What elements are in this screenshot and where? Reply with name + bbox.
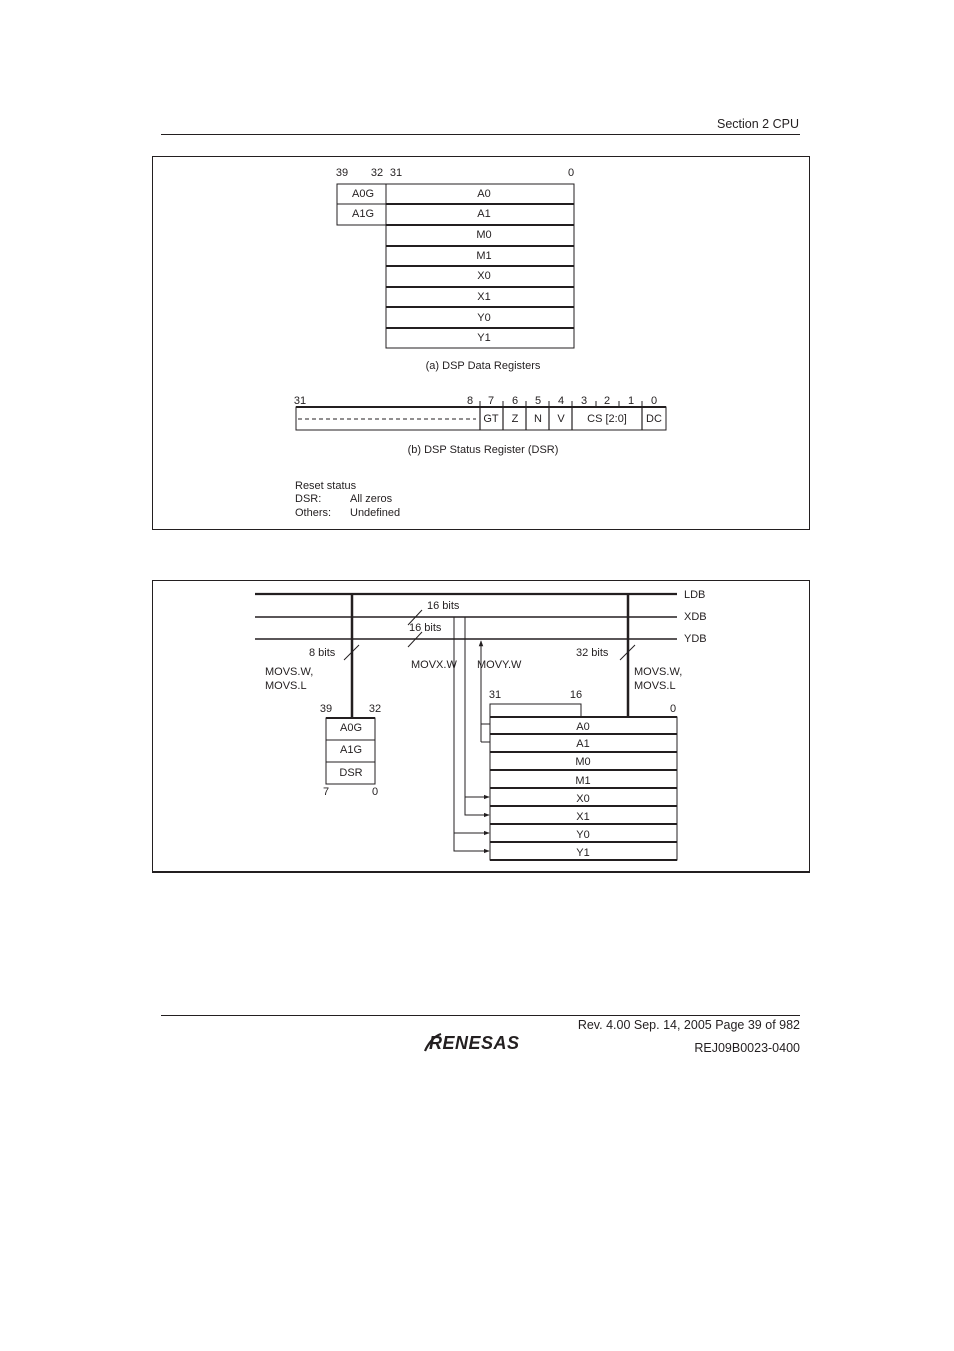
dsr-field-cs: CS [2:0] [587, 413, 627, 425]
caption-a: (a) DSP Data Registers [425, 360, 541, 372]
dsr-bit-6: 6 [511, 395, 519, 407]
reset-others-label: Others: [295, 507, 332, 519]
right-reg-a1: A1 [576, 738, 590, 750]
left-bit-39: 39 [319, 703, 333, 715]
reg-m1: M1 [476, 250, 492, 262]
dsr-bit-8: 8 [466, 395, 474, 407]
right-bit-31: 31 [488, 689, 502, 701]
reg-y1: Y1 [477, 332, 491, 344]
svg-text:RENESAS: RENESAS [429, 1033, 520, 1053]
dsr-field-gt: GT [483, 413, 499, 425]
right-reg-a0: A0 [576, 721, 590, 733]
width-32-bits: 32 bits [576, 647, 609, 659]
left-op-2: MOVS.L [265, 680, 307, 692]
right-reg-y0: Y0 [576, 829, 590, 841]
dsr-field-v: V [557, 413, 565, 425]
renesas-logo [422, 1030, 542, 1054]
right-reg-m0: M0 [575, 756, 591, 768]
dsr-bit-3: 3 [580, 395, 588, 407]
right-reg-m1: M1 [575, 775, 591, 787]
caption-b: (b) DSP Status Register (DSR) [407, 444, 559, 456]
left-reg-dsr: DSR [339, 767, 363, 779]
right-reg-y1: Y1 [576, 847, 590, 859]
reg-x0: X0 [477, 270, 491, 282]
reset-others-value: Undefined [350, 507, 401, 519]
left-bit-0: 0 [371, 786, 379, 798]
section-header: Section 2 CPU [717, 117, 799, 131]
right-reg-x1: X1 [576, 811, 590, 823]
dsr-bit-31: 31 [293, 395, 307, 407]
right-bit-0: 0 [669, 703, 677, 715]
bus-xdb-label: XDB [684, 611, 707, 623]
dsr-bit-1: 1 [627, 395, 635, 407]
dsr-bit-4: 4 [557, 395, 565, 407]
left-reg-a1g: A1G [339, 744, 363, 756]
left-bit-7: 7 [322, 786, 330, 798]
reg-y0: Y0 [477, 312, 491, 324]
right-bit-16: 16 [569, 689, 583, 701]
footer-revision: Rev. 4.00 Sep. 14, 2005 Page 39 of 982 [577, 1018, 800, 1032]
width-16-bits-a: 16 bits [427, 600, 460, 612]
bit-label-39: 39 [335, 167, 349, 179]
left-op-1: MOVS.W, [265, 666, 314, 678]
left-reg-a0g: A0G [339, 722, 363, 734]
bus-ldb-label: LDB [684, 589, 706, 601]
dsr-bit-7: 7 [487, 395, 495, 407]
reg-m0: M0 [476, 229, 492, 241]
reg-x1: X1 [477, 291, 491, 303]
reg-a1g: A1G [351, 208, 375, 220]
dsr-bit-2: 2 [603, 395, 611, 407]
reg-a0g: A0G [351, 188, 375, 200]
reg-a1: A1 [477, 208, 491, 220]
footer-rule [161, 1015, 800, 1016]
movx-label: MOVX.W [411, 659, 457, 671]
reg-a0: A0 [477, 188, 491, 200]
width-16-bits-b: 16 bits [409, 622, 442, 634]
dsr-bit-0: 0 [650, 395, 658, 407]
reset-title: Reset status [295, 480, 357, 492]
left-bit-32: 32 [368, 703, 382, 715]
dsr-field-n: N [534, 413, 542, 425]
reset-dsr-value: All zeros [350, 493, 393, 505]
dsr-field-z: Z [511, 413, 519, 425]
width-8-bits: 8 bits [309, 647, 336, 659]
dsr-bit-5: 5 [534, 395, 542, 407]
renesas-logo-mark [422, 1030, 542, 1054]
bit-label-32: 32 [370, 167, 384, 179]
dsr-field-dc: DC [646, 413, 662, 425]
right-reg-x0: X0 [576, 793, 590, 805]
bit-label-31: 31 [389, 167, 403, 179]
reset-dsr-label: DSR: [295, 493, 322, 505]
bus-ydb-label: YDB [684, 633, 707, 645]
movy-label: MOVY.W [477, 659, 522, 671]
bit-label-0: 0 [567, 167, 575, 179]
footer-doc-number: REJ09B0023-0400 [694, 1041, 800, 1055]
right-op-1: MOVS.W, [634, 666, 683, 678]
right-op-2: MOVS.L [634, 680, 676, 692]
